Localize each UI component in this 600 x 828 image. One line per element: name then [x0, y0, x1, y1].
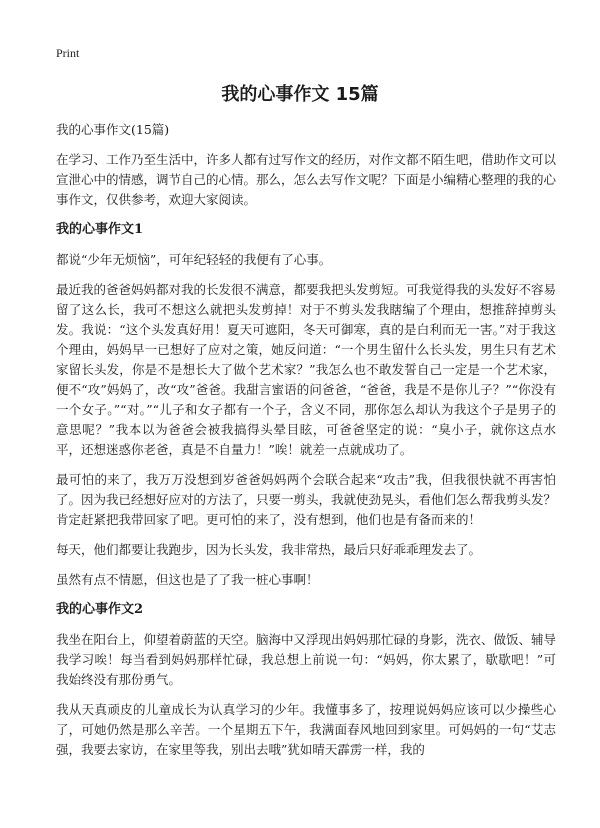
print-link[interactable]: Print	[56, 46, 80, 60]
intro-paragraph: 在学习、工作乃至生活中，许多人都有过写作文的经历，对作文都不陌生吧，借助作文可以宣泄心中的情感，调节自己的心情。那么，怎么去写作文呢？下面是小编精心整理的我的心事作文，仅供参考，欢迎大家阅读。	[56, 152, 557, 207]
section-heading: 我的心事作文2	[56, 602, 144, 617]
paragraph: 最可怕的来了，我万万没想到岁爸爸妈妈两个会联合起来“攻击”我，但我很快就不再害怕了。因为我已经想好应对的方法了，只要一剪头，我就使劲晃头，看他们怎么帮我剪头发？肯定赶紧把我带回家了吧。更可怕的来了，没有想到，他们也是有备而来的！	[56, 472, 557, 527]
paragraph: 我坐在阳台上，仰望着蔚蓝的天空。脑海中又浮现出妈妈那忙碌的身影，洗衣、做饭、辅导我学习唉！每当看到妈妈那样忙碌，我总想上前说一句：“妈妈，你太累了，歇歇吧！”可我始终没有那份勇气。	[56, 632, 557, 687]
section-heading: 我的心事作文1	[56, 222, 144, 237]
article-body	[56, 120, 556, 770]
paragraph: 虽然有点不情愿，但这也是了了我一桩心事啊！	[56, 572, 319, 587]
paragraph: 我从天真顽皮的儿童成长为认真学习的少年。我懂事多了，按理说妈妈应该可以少操些心了，可她仍然是那么辛苦。一个星期五下午，我满面春风地回到家里。可妈妈的一句“艾志强，我要去家访，在家里等我，别出去哦”犹如晴天霹雳一样，我的	[56, 702, 556, 757]
page-title: 我的心事作文 15篇	[221, 84, 379, 105]
article-subtitle: 我的心事作文(15篇)	[56, 122, 170, 137]
paragraph: 最近我的爸爸妈妈都对我的长发很不满意，都要我把头发剪短。可我觉得我的头发好不容易留了这么长，我可不想这么就把头发剪掉！对于不剪头发我瞎编了个理由，想推辞掉剪头发。我说：“这个头发真好用！夏天可遮阳，冬天可御寒，真的是白利而无一害。”对于我这个理由，妈妈早一已想好了应对之策，她反问道：“一个男生留什么长头发，男生只有艺术家留长头发，你是不是想长大了做个艺术家？”我怎么也不敢发誓自己一定是一个艺术家，便不“攻”妈妈了，改“攻”爸爸。我甜言蜜语的问爸爸，“爸爸，我是不是你儿子？”“你没有一个女子。”“对。”“儿子和女子都有一个子，含义不同，那你怎么却认为我这个子是男子的意思呢？”我本以为爸爸会被我搞得头晕目眩，可爸爸坚定的说：“臭小子，就你这点水平，还想迷惑你老爸，真是不自量力！”唉！就差一点就成功了。	[56, 282, 557, 457]
paragraph: 都说“少年无烦恼”，可年纪轻轻的我便有了心事。	[56, 252, 332, 267]
paragraph: 每天，他们都要让我跑步，因为长头发，我非常热，最后只好乖乖理发去了。	[56, 542, 482, 557]
